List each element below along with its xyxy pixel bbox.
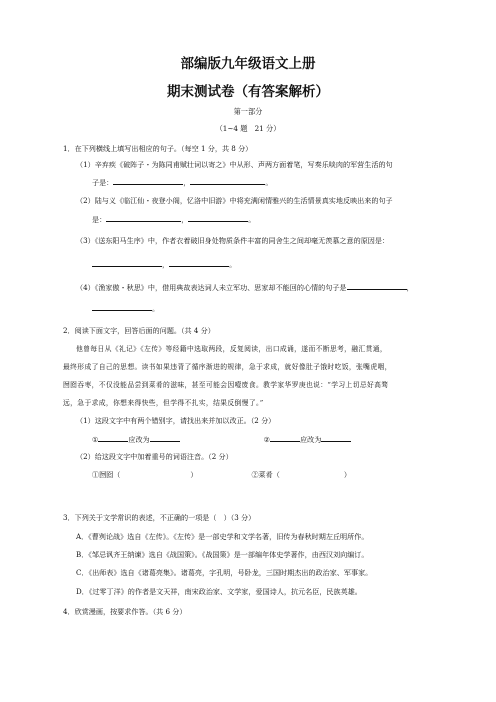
q1-item4: （4）《渔家傲・秋思》中，借用典故表达词人未立军功、思家却不能回的心情的句子是 ，: [76, 283, 414, 292]
q3-option-a: A．《曹刿论战》选自《左传》。《左传》是一部史学和文学名著，旧传为春秋时期左丘明所作。: [76, 532, 369, 541]
q1-item1: （1）辛弃疾《破阵子・为陈同甫赋壮词以寄之》中从形、声两方面着笔，写奏乐啖肉的军营生活的句: [76, 160, 393, 169]
q3-option-b: B．《邹忌讽齐王纳谏》选自《战国策》。《战国策》是一部编年体史学著作，由西汉刘向编订。: [76, 550, 369, 559]
q2-item1-answer-line: ① 应改为 ② 应改为: [92, 433, 351, 445]
answer-blank[interactable]: [113, 176, 183, 185]
q3-stem: 3．下列关于文学常识的表述，不正确的一项是（ ）（3 分）: [63, 513, 256, 522]
q1-item3: （3）《送东阳马生序》中，作者衣着破旧身处物质条件丰富的同舍生之间却毫无羡慕之意的原因是：: [76, 236, 390, 245]
q2-item2-answer-line: ①囫囵（ ） ②菜肴（ ）: [92, 470, 351, 479]
q1-item2-answer-line: 是： ， 。: [92, 215, 256, 224]
q1-stem: 1．在下列横线上填写出相应的句子。（每空 1 分，共 8 分）: [63, 144, 253, 153]
answer-blank[interactable]: [190, 176, 265, 185]
q3-option-c: C．《出师表》选自《诸葛亮集》。诸葛亮，字孔明，号卧龙，三国时期杰出的政治家、军事家。: [76, 568, 373, 577]
part-heading: 第一部分: [233, 107, 263, 116]
q2-passage-line3: 囫囵吞枣，不仅没能品尝到菜肴的滋味，甚至可能会因噎废食。教学家华罗庚也说：“学习上切忌好高骛: [63, 381, 389, 389]
q1-item2: （2）陆与义《临江仙・夜登小阁，忆洛中旧游》中将充满闲情雅兴的生活情景真实地反映出来的句子: [76, 196, 393, 205]
document-subtitle: 期末测试卷（有答案解析）: [167, 84, 329, 100]
q2-passage-line4: 远，急于求成，你想来得快些，但学得不扎实，结果反倒慢了。”: [63, 399, 264, 407]
q1-item1-answer-line: 子是： ， 。: [92, 178, 273, 187]
answer-blank[interactable]: [347, 281, 407, 290]
q2-item1: （1）这段文字中有两个错别字，请找出来并加以改正。（2 分）: [76, 416, 276, 425]
question-range: （1~4 题 21 分）: [215, 124, 281, 133]
answer-blank[interactable]: [169, 258, 229, 267]
q2-passage-line1: 他曾每日从《礼记》《左传》等经籍中选取两段，反复阅读，出口成诵，遂而不断思考，融汇贯通，: [76, 345, 388, 353]
q4-stem: 4．欣赏漫画，按要求作答。（共 6 分）: [63, 607, 187, 616]
q1-item3-answer-line: ， 。: [92, 258, 236, 270]
q1-item4-answer-line: 。: [92, 302, 159, 314]
answer-blank[interactable]: [92, 258, 162, 267]
answer-blank[interactable]: [106, 213, 181, 222]
q2-passage-line2: 最终形成了自己的思想。读书如果违背了循序渐进的规律，急于求成，就好像肚子饿时吃饭，张嘴虎咽，: [63, 363, 392, 371]
answer-blank[interactable]: [321, 433, 351, 442]
answer-blank[interactable]: [150, 433, 180, 442]
document-title: 部编版九年级语文上册: [180, 56, 316, 72]
q3-option-d: D．《过零丁洋》的作者是文天祥，南宋政治家、文学家，爱国诗人，抗元名臣，民族英雄。: [76, 587, 362, 596]
answer-blank[interactable]: [270, 433, 300, 442]
answer-blank[interactable]: [98, 433, 128, 442]
q2-stem: 2．阅读下面文字，回答后面的问题。（共 4 分）: [63, 326, 215, 335]
answer-blank[interactable]: [188, 213, 248, 222]
q2-item2: （2）给这段文字中加着重号的词语注音。（2 分）: [76, 452, 233, 461]
answer-blank[interactable]: [92, 302, 152, 311]
